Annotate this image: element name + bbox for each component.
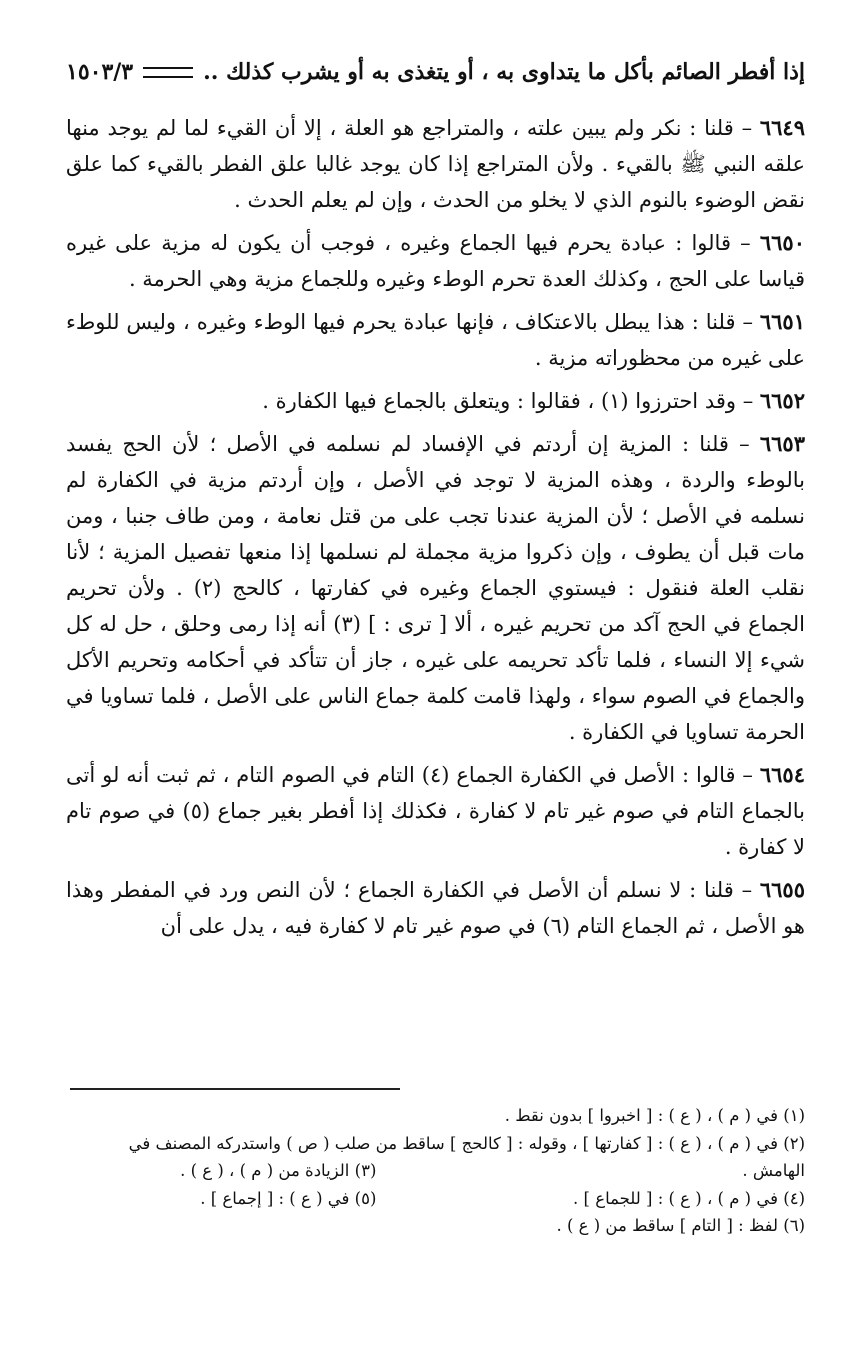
paragraph-number: ٦٦٥٣ (759, 431, 805, 456)
paragraph-text: – وقد احترزوا (١) ، فقالوا : ويتعلق بالجماع فيها الكفارة . (262, 389, 760, 413)
footnote-2: (٢) في ( م ) ، ( ع ) : [ كفارتها ] ، وقوله : [ كالحج ] ساقط من صلب ( ص ) واستدركه المصنف في (128, 1133, 805, 1153)
paragraph-number: ٦٦٥٤ (759, 762, 805, 787)
paragraph-number: ٦٦٥١ (759, 309, 805, 334)
paragraph (66, 110, 805, 218)
paragraph-number: ٦٦٤٩ (759, 115, 805, 140)
paragraph (66, 304, 805, 376)
footnote-row (66, 1157, 805, 1185)
paragraph (66, 383, 805, 419)
paragraph-number: ٦٦٥٠ (759, 230, 805, 255)
running-header-title: إذا أفطر الصائم بأكل ما يتداوى به ، أو يتغذى به أو يشرب كذلك .. (203, 59, 805, 85)
paragraph-number: ٦٦٥٥ (759, 877, 805, 902)
footnote-5: (٥) في ( ع ) : [ إجماع ] . (200, 1188, 377, 1208)
main-text (66, 110, 805, 951)
paragraph-text: – قلنا : لا نسلم أن الأصل في الكفارة الجماع ؛ لأن النص ورد في المفطر وهذا هو الأصل ، ثم الجماع التام (٦) في صوم غير تام لا كفارة فيه ، يدل على أن (66, 878, 805, 938)
footnote-2-continued: الهامش . (742, 1161, 805, 1180)
paragraph-text: – قالوا : عبادة يحرم فيها الجماع وغيره ، فوجب أن يكون له مزية على غيره قياسا على الحج ، وكذلك العدة تحرم الوطء وغيره وللجماع مزية وهي الحرمة . (66, 231, 805, 291)
page-number: ١٥٠٣/٣ (66, 59, 134, 85)
footnote-row (66, 1185, 805, 1213)
footnotes (66, 1102, 805, 1240)
paragraph (66, 757, 805, 865)
paragraph-text: – قلنا : هذا يبطل بالاعتكاف ، فإنها عبادة يحرم فيها الوطء وغيره ، وليس للوطء على غيره من محظوراته مزية . (66, 310, 805, 370)
header-double-rule (143, 67, 193, 78)
footnote-1: (١) في ( م ) ، ( ع ) : [ اخبروا ] بدون نقط . (504, 1106, 805, 1125)
footnote-6: (٦) لفظ : [ التام ] ساقط من ( ع ) . (556, 1216, 805, 1235)
running-header (66, 52, 805, 92)
footnote-3: (٣) الزيادة من ( م ) ، ( ع ) . (180, 1161, 377, 1180)
paragraph (66, 872, 805, 944)
footnote-separator (70, 1088, 400, 1090)
paragraph (66, 225, 805, 297)
paragraph-number: ٦٦٥٢ (759, 388, 805, 413)
paragraph-text: – قلنا : المزية إن أردتم في الإفساد لم نسلمه في الأصل ؛ لأن الحج يفسد بالوطء والردة ، وهذه المزية لا توجد في الأصل ، وإن أردتم مزية في الكفارة لم نسلمه في الأصل ؛ لأن المزية عندنا تجب على من قتل نعامة ، ومن طاف جنبا ، ومن مات قبل أن يطوف ، وإن ذكروا مزية مجملة لم نسلمها إذا منعها تفصيل المزية ؛ لأنا نقلب العلة فنقول : فيستوي الجماع وغيره في كفارتها ، كالحج (٢) . ولأن تحريم الجماع في الحج آكد من تحريم غيره ، ألا [ ترى : ] (٣) أنه إذا رمى وحلق ، حل له كل شيء إلا النساء ، فلما تأكد تحريمه على غيره ، جاز أن تتأكد في أحكامه وتحريم الأكل والجماع في الصوم سواء ، ولهذا قامت كلمة جماع الناس على الأصل ، فلما تساويا في الحرمة تساويا في الكفارة . (66, 432, 805, 744)
paragraph-text: – قالوا : الأصل في الكفارة الجماع (٤) التام في الصوم التام ، ثم ثبت أنه لو أتى بالجماع التام في صوم غير تام لا كفارة ، فكذلك إذا أفطر بغير جماع (٥) في صوم تام لا كفارة . (66, 763, 805, 859)
paragraph (66, 426, 805, 750)
footnote-4: (٤) في ( م ) ، ( ع ) : [ للجماع ] . (573, 1188, 805, 1208)
paragraph-text: – قلنا : نكر ولم يبين علته ، والمتراجع هو العلة ، إلا أن القيء لما لم يوجد منها علقه النبي ﷺ بالقيء . ولأن المتراجع إذا كان يوجد غالبا علق الفطر بالقيء كما علق نقض الوضوء بالنوم الذي لا يخلو من الحدث ، وإن لم يعلم الحدث . (66, 116, 805, 212)
